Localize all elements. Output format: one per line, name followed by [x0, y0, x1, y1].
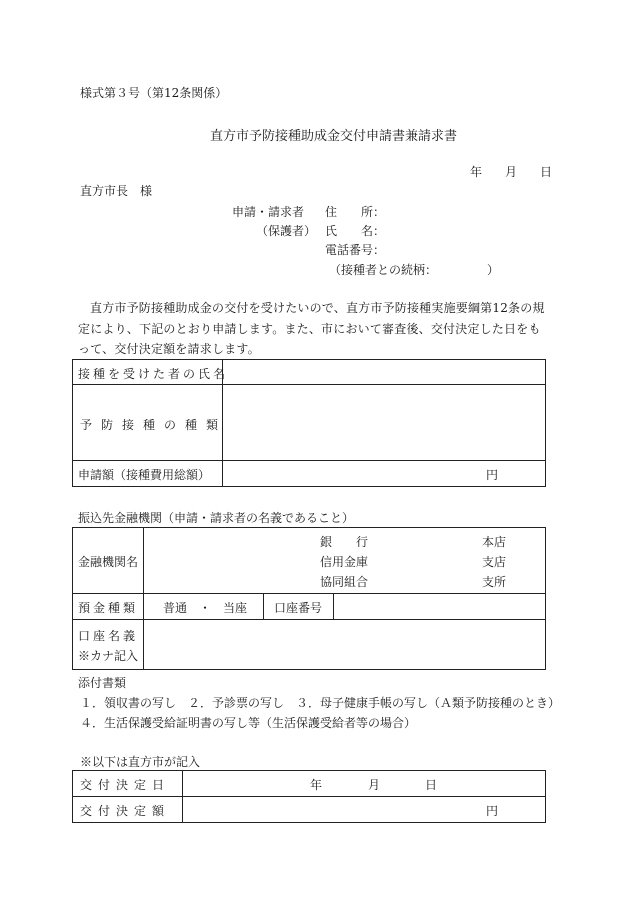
city-use-heading: ※以下は直方市が記入 — [80, 755, 201, 769]
name-label: 氏 名： — [325, 224, 386, 238]
date-day-label: 日 — [540, 165, 553, 179]
attachments-heading: 添付書類 — [78, 676, 127, 690]
table-divider — [263, 593, 264, 619]
table-divider — [72, 796, 546, 797]
page-title: 直方市予防接種助成金交付申請書兼請求書 — [210, 129, 458, 144]
account-holder-label: 口座名義 — [78, 629, 139, 643]
table-divider — [143, 527, 144, 670]
amount-yen-unit: 円 — [486, 468, 499, 482]
relation-label: （接種者との続柄： — [329, 263, 438, 277]
table-divider — [72, 460, 546, 461]
branch-type-office: 支所 — [482, 575, 507, 589]
relation-close: ） — [487, 263, 500, 277]
bank-type-shinkin: 信用金庫 — [320, 555, 369, 569]
form-number: 様式第３号（第12条関係） — [80, 86, 228, 100]
attachments-line-1: １．領収書の写し ２．予診票の写し ３．母子健康手帳の写し（Ａ類予防接種のとき） — [80, 696, 561, 710]
account-number-label: 口座番号 — [274, 601, 323, 615]
table-divider — [72, 384, 546, 385]
vaccination-type-label: 予防接種の種類 — [80, 418, 228, 432]
application-amount-label: 申請額（接種費用総額） — [78, 468, 211, 482]
table-divider — [182, 770, 183, 823]
table-divider — [333, 593, 334, 619]
decision-yen-unit: 円 — [486, 804, 499, 818]
institution-label: 金融機関名 — [78, 555, 139, 569]
branch-type-branch: 支店 — [482, 555, 507, 569]
kana-note: ※カナ記入 — [78, 649, 139, 663]
decision-month: 月 — [368, 778, 381, 792]
recipient-name-label: 接種を受けた者の氏名 — [78, 367, 229, 381]
deposit-type-options: 普通 ・ 当座 — [163, 601, 248, 615]
deposit-type-label: 預金種類 — [78, 601, 139, 615]
bank-type-cooperative: 協同組合 — [320, 575, 369, 589]
branch-type-head: 本店 — [482, 535, 507, 549]
guardian-label: （保護者） — [256, 224, 317, 238]
addressee: 直方市長 様 — [80, 184, 153, 198]
bank-heading: 振込先金融機関（申請・請求者の名義であること） — [78, 511, 355, 525]
address-label: 住 所： — [325, 205, 386, 219]
decision-amount-label: 交付決定額 — [80, 804, 171, 818]
date-year-label: 年 — [470, 165, 483, 179]
decision-year: 年 — [310, 778, 323, 792]
body-paragraph: 直方市予防接種助成金の交付を受けたいので、直方市予防接種実施要綱第12条の規定により、下記のとおり申請します。また、市において審査後、交付決定した日をもって、交付決定額を請求します。 — [78, 301, 545, 356]
applicant-role-label: 申請・請求者 — [232, 205, 305, 219]
bank-type-bank: 銀 行 — [320, 535, 369, 549]
date-month-label: 月 — [505, 165, 518, 179]
decision-day: 日 — [425, 778, 438, 792]
phone-label: 電話番号： — [325, 243, 386, 257]
decision-date-label: 交付決定日 — [80, 778, 171, 792]
attachments-line-2: ４．生活保護受給証明書の写し等（生活保護受給者等の場合） — [80, 716, 417, 730]
